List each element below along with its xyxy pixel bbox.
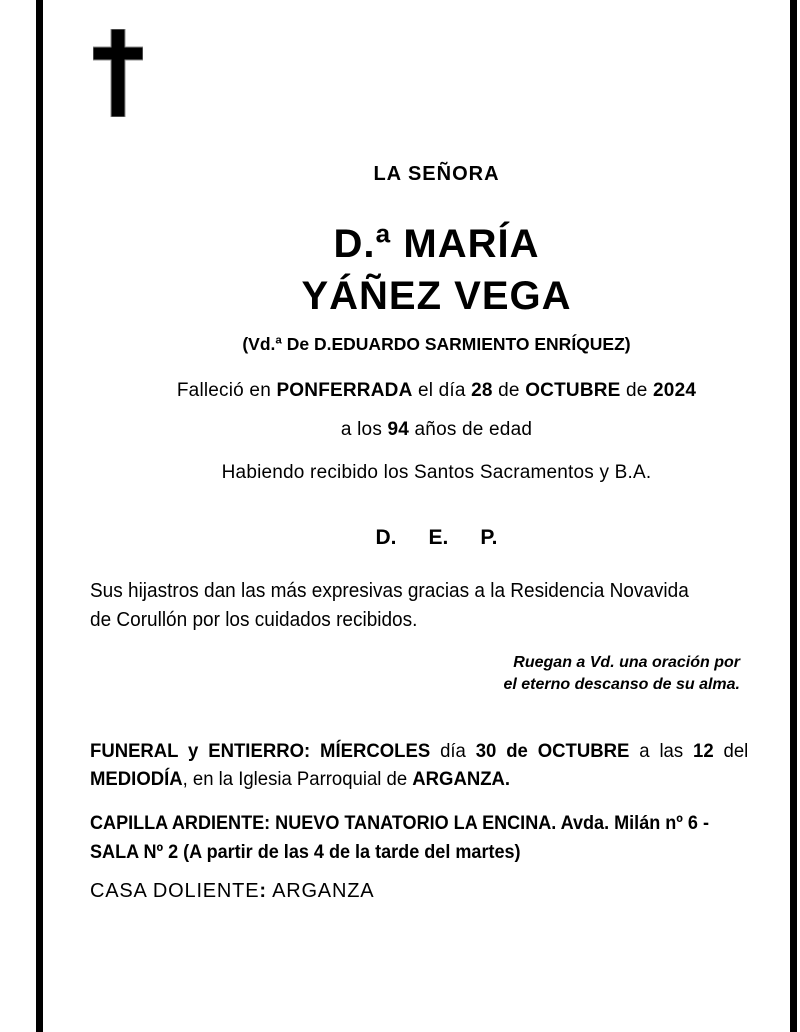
funeral-line1: FUNERAL y ENTIERRO: MÍERCOLES día 30 de OCTUBRE a las 12 del bbox=[90, 740, 749, 762]
left-border-line bbox=[36, 0, 43, 1032]
death-date-line: Falleció en PONFERRADA el día 28 de OCTUBRE de 2024 bbox=[176, 380, 697, 401]
family-thanks-line2: de Corullón por los cuidados recibidos. bbox=[90, 609, 418, 631]
deceased-name bbox=[128, 218, 745, 322]
family-thanks-line1: Sus hijastros dan las más expresivas gracias a la Residencia Novavida bbox=[90, 580, 689, 602]
family-thanks-paragraph bbox=[90, 577, 745, 635]
right-border-line bbox=[790, 0, 797, 1032]
burning-chapel-line2: SALA Nº 2 (A partir de las 4 de la tarde del martes) bbox=[90, 842, 521, 863]
honorific-title: LA SEÑORA bbox=[373, 163, 500, 185]
widow-note: (Vd.ª De D.EDUARDO SARMIENTO ENRÍQUEZ) bbox=[242, 334, 631, 354]
prayer-request bbox=[90, 652, 740, 696]
dep-e: E. bbox=[428, 526, 449, 549]
sacraments-line: Habiendo recibido los Santos Sacramentos y B.A. bbox=[221, 462, 652, 483]
prayer-line2: el eterno descanso de su alma. bbox=[503, 676, 740, 693]
burning-chapel-line1: CAPILLA ARDIENTE: NUEVO TANATORIO LA ENCINA. Avda. Milán nº 6 - bbox=[90, 813, 709, 834]
mourning-house-line: CASA DOLIENTE: ARGANZA bbox=[90, 880, 375, 902]
age-line: a los 94 años de edad bbox=[340, 419, 533, 440]
prayer-line1: Ruegan a Vd. una oración por bbox=[513, 654, 740, 671]
deceased-name-line2: YÁÑEZ VEGA bbox=[301, 274, 572, 318]
dep-p: P. bbox=[480, 526, 498, 549]
funeral-line2: MEDIODÍA, en la Iglesia Parroquial de ARGANZA. bbox=[90, 768, 511, 790]
dep-abbreviation bbox=[128, 525, 745, 551]
latin-cross-icon bbox=[93, 29, 143, 117]
dep-d: D. bbox=[375, 526, 397, 549]
funeral-announcement bbox=[90, 737, 749, 793]
burning-chapel-announcement bbox=[90, 809, 745, 867]
deceased-name-line1: D.ª MARÍA bbox=[333, 222, 540, 266]
